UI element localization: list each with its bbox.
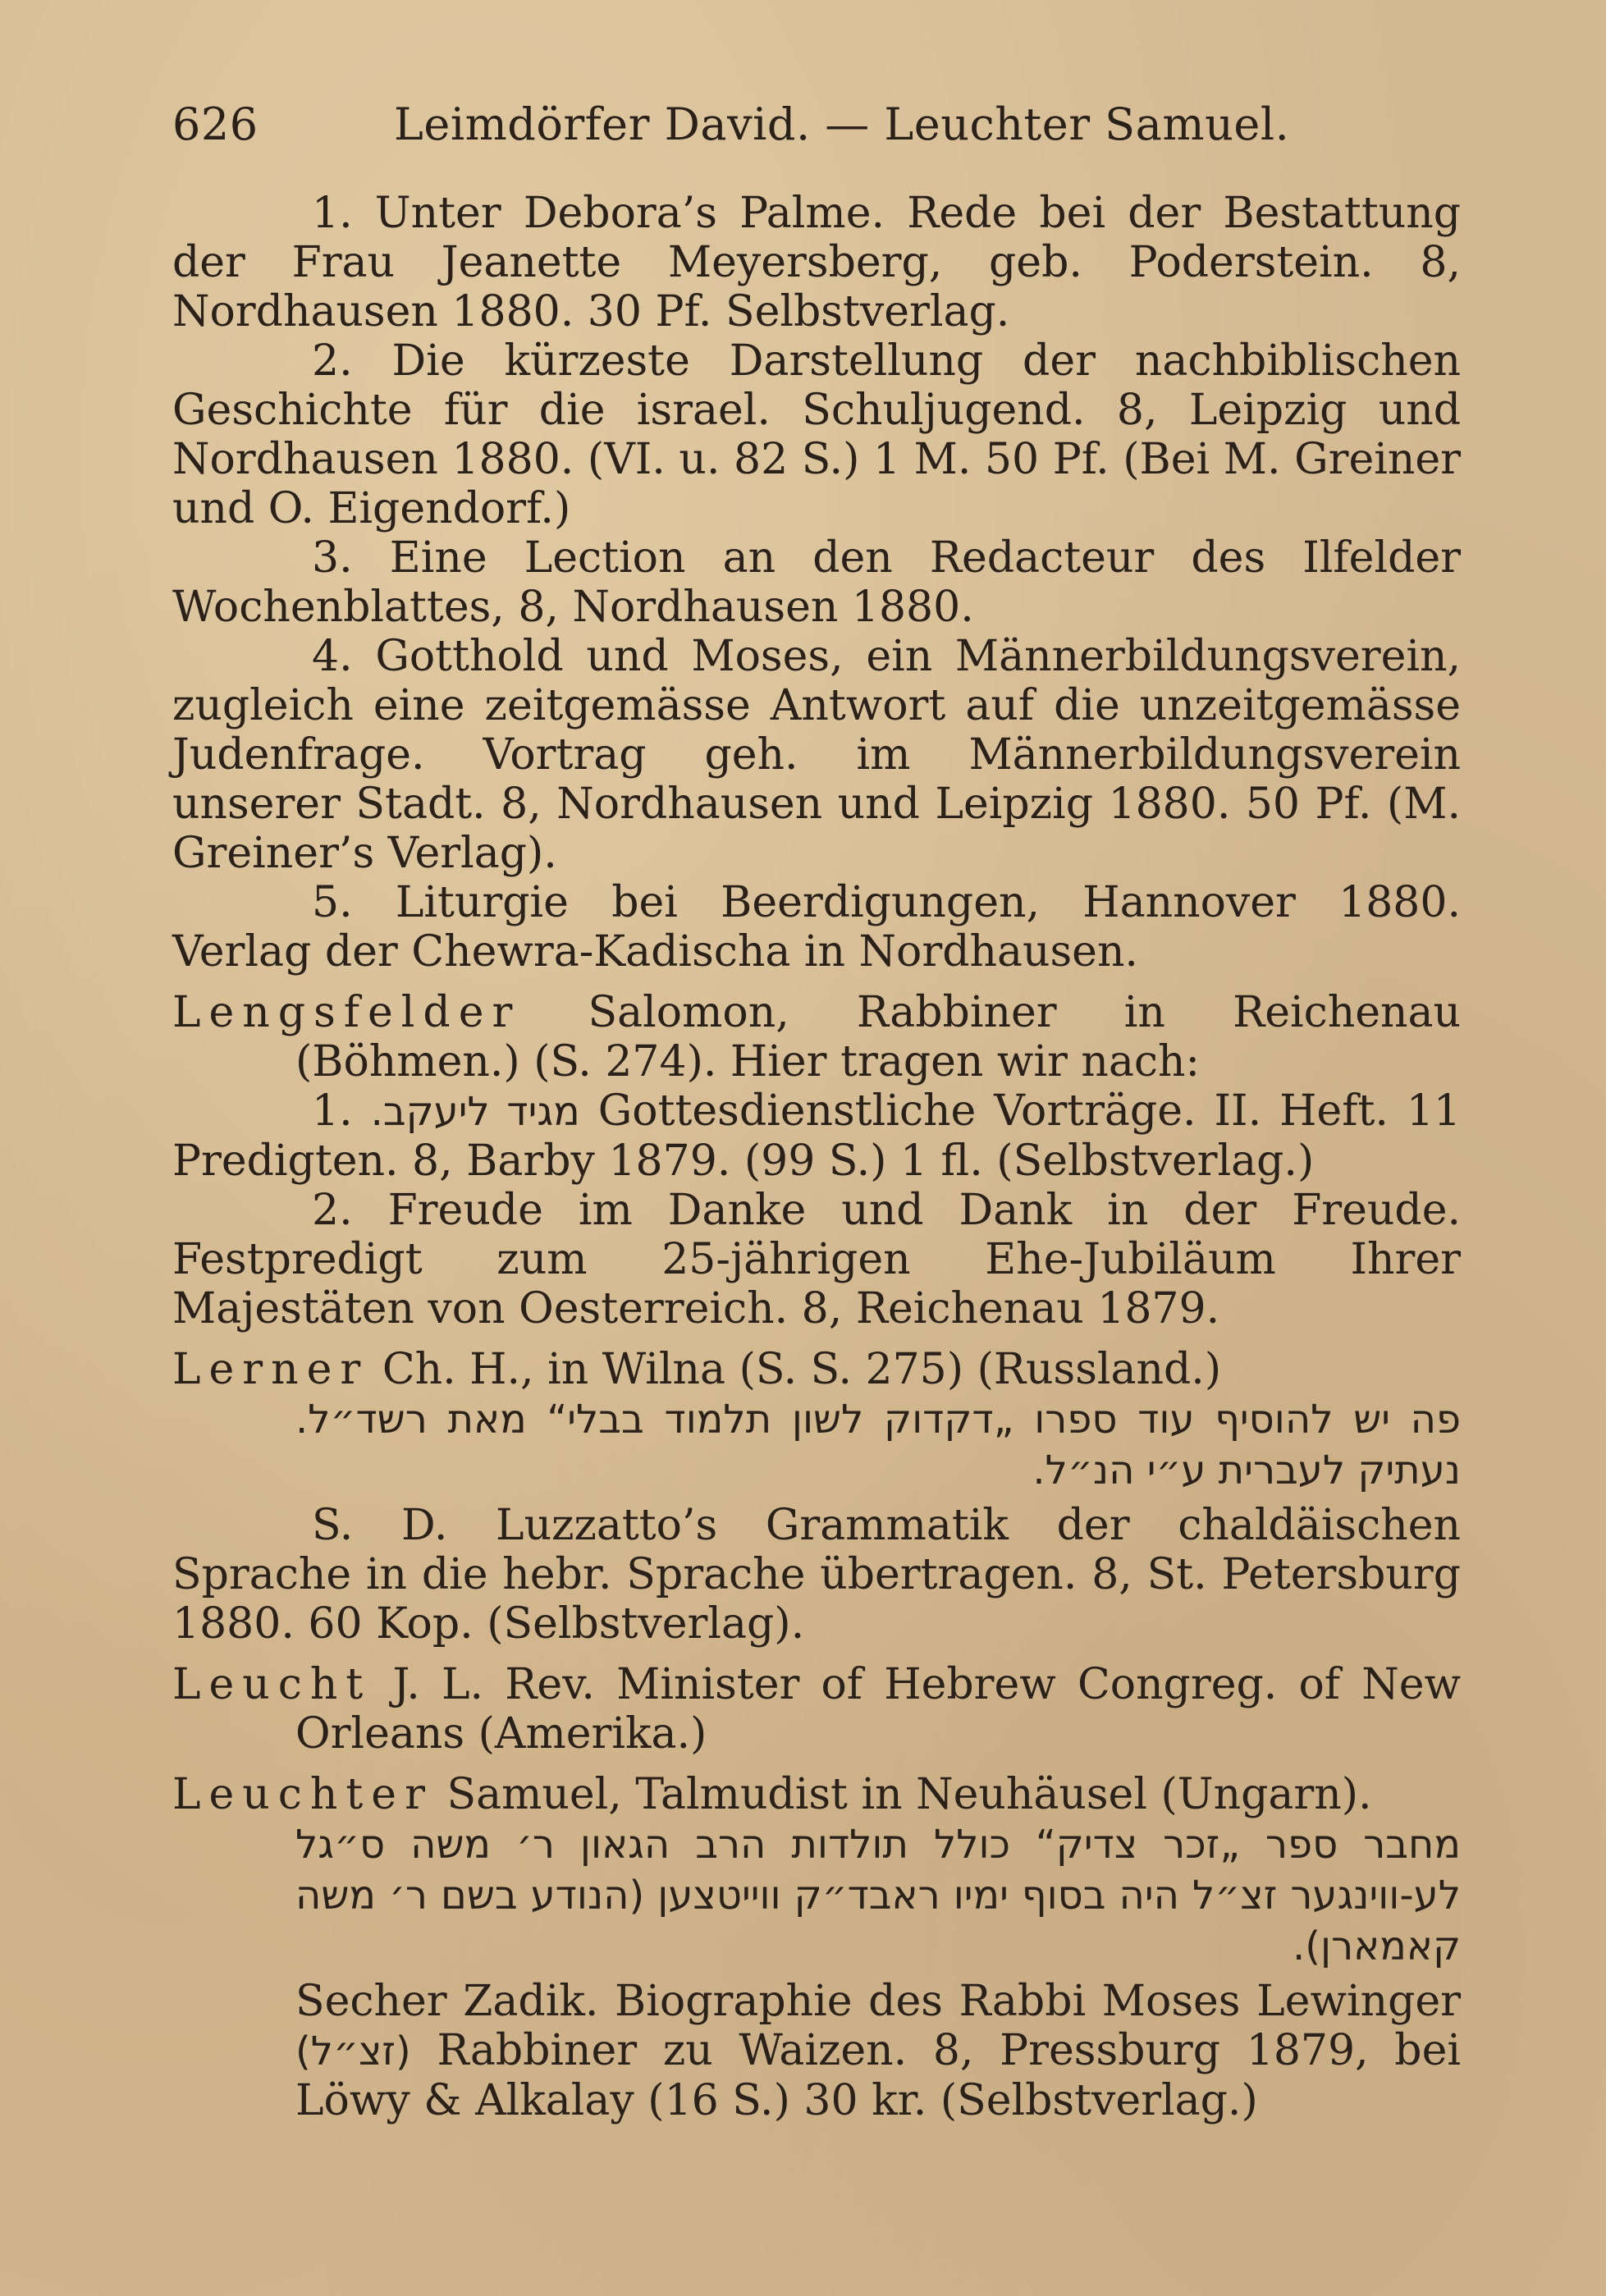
running-title: Leimdörfer David. — Leuchter Samuel. — [394, 98, 1290, 150]
entry-intro: Samuel, Talmudist in Neuhäusel (Ungarn). — [446, 1770, 1372, 1819]
hebrew-title: מגיד ליעקב. — [370, 1089, 580, 1135]
leimdoerfer-item-4: 4. Gotthold und Moses, ein Männerbildungsverein, zugleich eine zeitgemässe Antwort auf die unzeitgemässe Judenfrage. Vortrag geh. im Männerbildungsverein unserer Stadt. 8, Nordhausen und Leipzig 1880. 50 Pf. (M. Greiner’s Verlag). — [172, 632, 1461, 878]
entry-intro: Ch. H., in Wilna (S. S. 275) (Russland.) — [382, 1345, 1222, 1394]
leuchter-hebrew-note: מחבר ספר „זכר צדיק“ כולל תולדות הרב הגאון ר׳ משה ס״גל לע-ווינגער זצ״ל היה בסוף ימיו ראבד״ק ווייטצען (הנודע בשם ר׳ משה קאמארן). — [295, 1822, 1461, 1969]
text-before: Secher Zadik. Biographie des Rabbi Moses Lewinger — [295, 1977, 1461, 2026]
entry-lengsfelder — [172, 988, 1461, 1086]
lengsfelder-item-1 — [172, 1086, 1461, 1186]
item-text: Gottesdienstliche Vorträge. II. Heft. 11 Predigten. 8, Barby 1879. (99 S.) 1 fl. (Selbstverlag.) — [172, 1086, 1462, 1186]
leimdoerfer-item-1: 1. Unter Debora’s Palme. Rede bei der Bestattung der Frau Jeanette Meyersberg, geb. Poderstein. 8, Nordhausen 1880. 30 Pf. Selbstverlag. — [172, 189, 1461, 336]
page-number: 626 — [172, 98, 259, 150]
entry-name: Lerner — [172, 1345, 369, 1394]
entry-lerner — [172, 1345, 1461, 1394]
leuchter-description — [295, 1977, 1461, 2125]
leimdoerfer-item-5: 5. Liturgie bei Beerdigungen, Hannover 1880. Verlag der Chewra-Kadischa in Nordhausen. — [172, 878, 1461, 976]
lengsfelder-item-2: 2. Freude im Danke und Dank in der Freude. Festpredigt zum 25-jährigen Ehe-Jubiläum Ihrer Majestäten von Oesterreich. 8, Reichenau 1879. — [172, 1186, 1461, 1333]
entry-leuchter — [172, 1770, 1461, 1819]
entry-name: Leuchter — [172, 1770, 433, 1819]
entry-intro: J. L. Rev. Minister of Hebrew Congreg. of New Orleans (Amerika.) — [295, 1660, 1461, 1759]
leimdoerfer-item-3: 3. Eine Lection an den Redacteur des Ilfelder Wochenblattes, 8, Nordhausen 1880. — [172, 533, 1461, 632]
book-page — [172, 98, 1461, 2125]
entry-name: Leucht — [172, 1660, 372, 1709]
hebrew-inline: (זצ״ל) — [295, 2028, 411, 2074]
entry-name: Lengsfelder — [172, 988, 521, 1037]
item-number: 1. — [312, 1086, 353, 1136]
page-body — [172, 189, 1461, 2125]
page-header — [172, 98, 1461, 189]
leimdoerfer-item-2: 2. Die kürzeste Darstellung der nachbiblischen Geschichte für die israel. Schuljugend. 8, Leipzig und Nordhausen 1880. (VI. u. 82 S.) 1 M. 50 Pf. (Bei M. Greiner und O. Eigendorf.) — [172, 336, 1461, 533]
entry-intro: Salomon, Rabbiner in Reichenau (Böhmen.) (S. 274). Hier tragen wir nach: — [295, 988, 1461, 1086]
entry-leucht — [172, 1660, 1461, 1759]
lerner-hebrew-note: פה יש להוסיף עוד ספרו „דקדוק לשון תלמוד בבלי“ מאת רשד״ל. נעתיק לעברית ע״י הנ״ל. — [295, 1397, 1461, 1493]
text-after: Rabbiner zu Waizen. 8, Pressburg 1879, bei Löwy & Alkalay (16 S.) 30 kr. (Selbstverlag.) — [295, 2026, 1462, 2125]
lerner-description: S. D. Luzzatto’s Grammatik der chaldäischen Sprache in die hebr. Sprache übertragen. 8, St. Petersburg 1880. 60 Kop. (Selbstverlag). — [172, 1501, 1461, 1649]
